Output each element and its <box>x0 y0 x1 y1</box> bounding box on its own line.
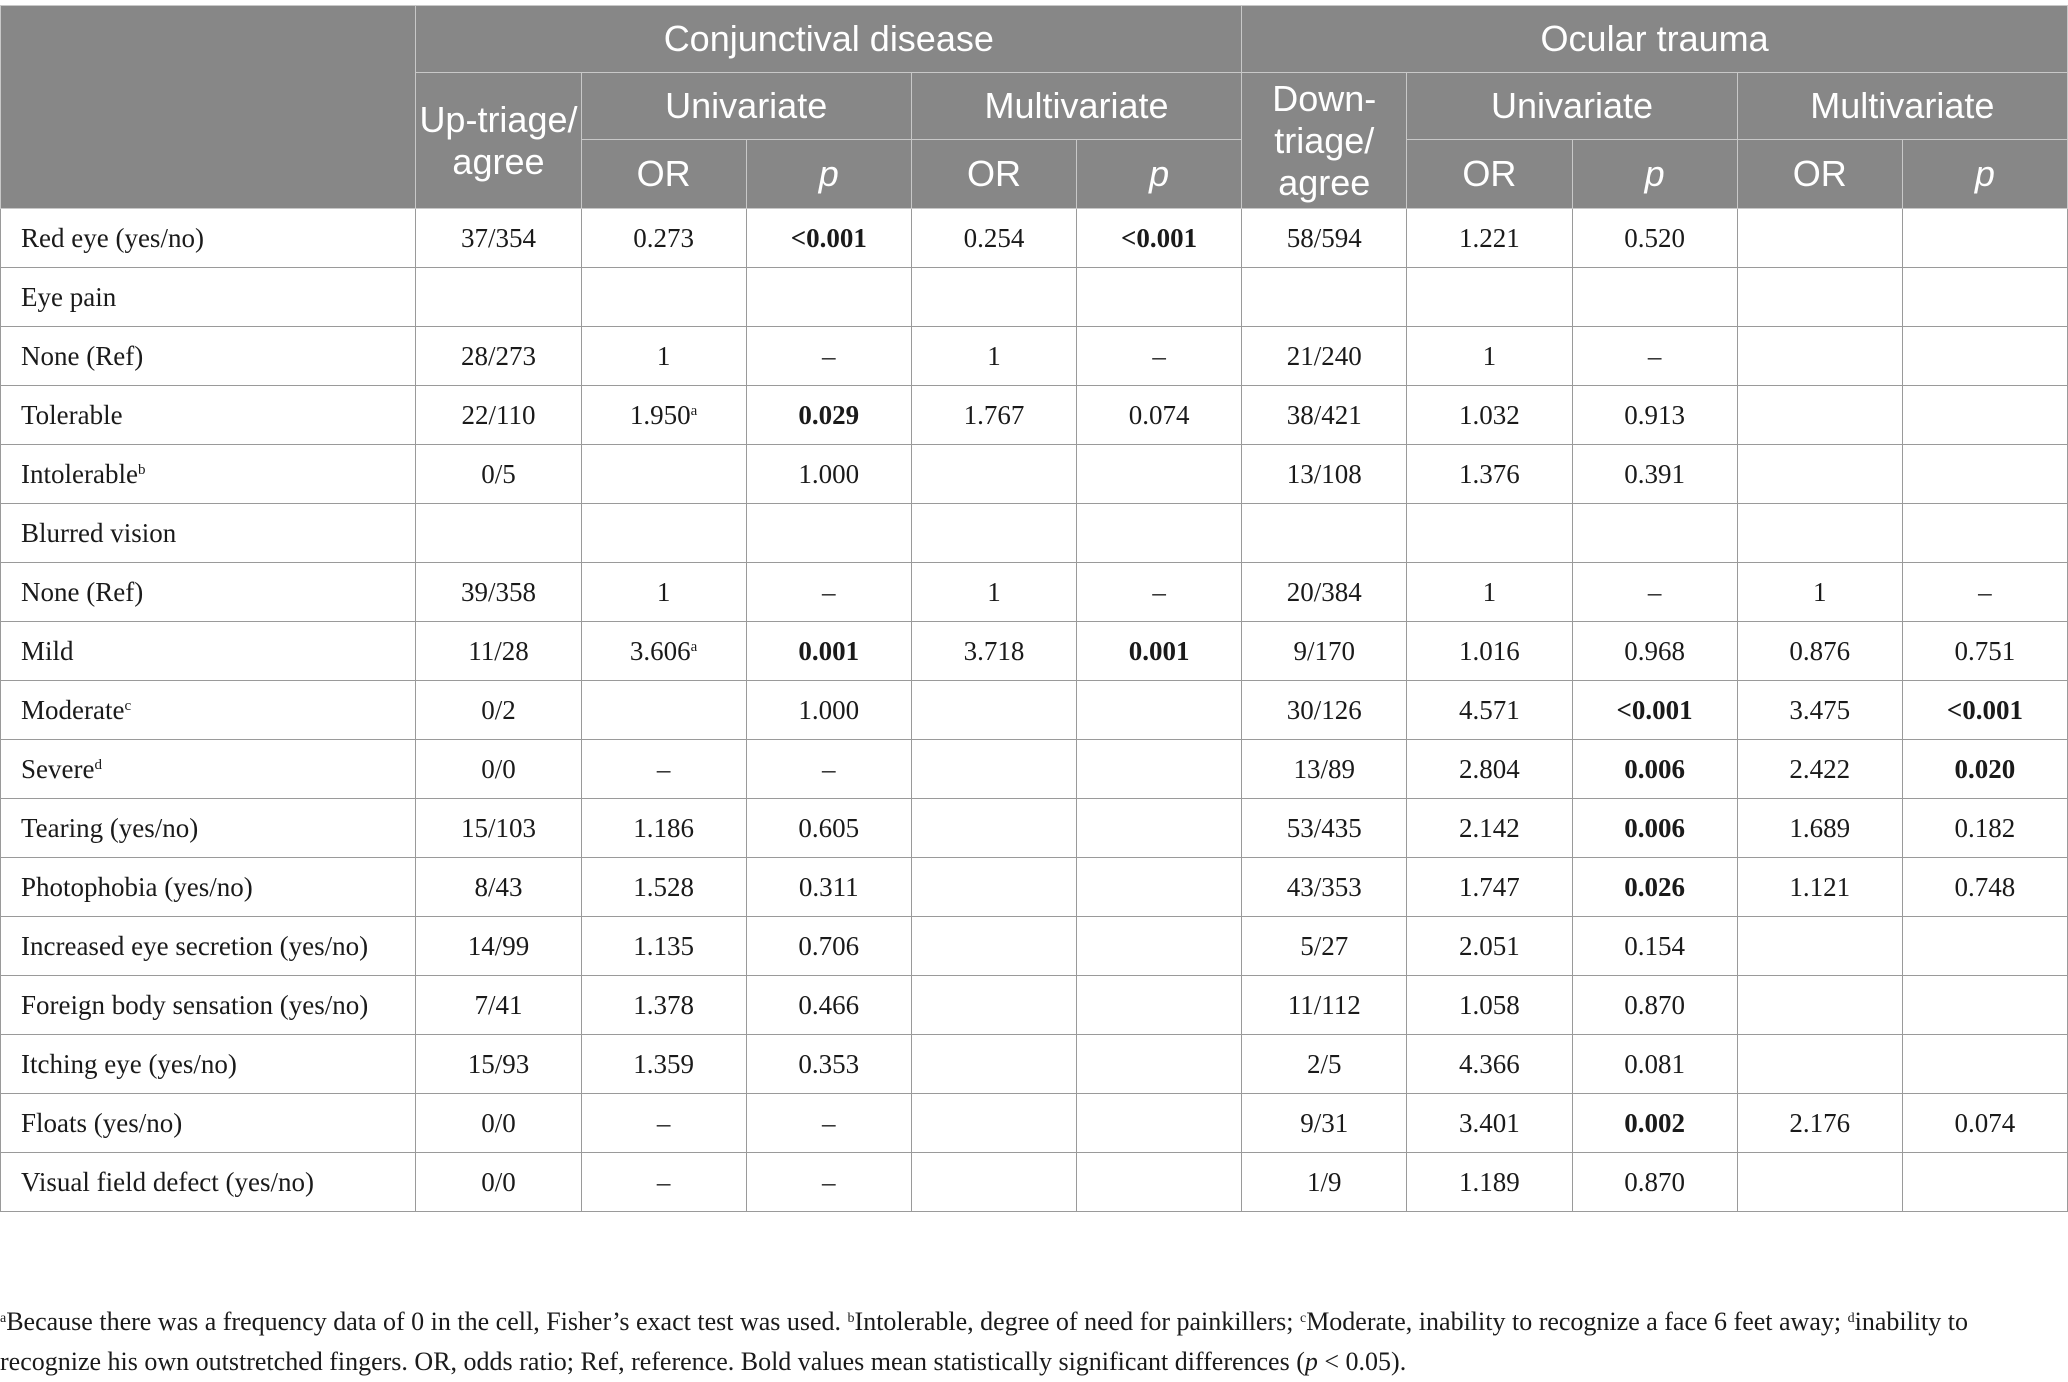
footnote-p-symbol: p <box>1304 1347 1318 1376</box>
table-cell: 0/0 <box>416 740 581 799</box>
row-label: Tearing (yes/no) <box>1 799 416 858</box>
table-row <box>1 622 2068 681</box>
table-cell: 0.254 <box>911 209 1076 268</box>
table-cell <box>1902 268 2067 327</box>
table-cell: 0.748 <box>1902 858 2067 917</box>
table-cell: – <box>746 327 911 386</box>
table-cell: 5/27 <box>1242 917 1407 976</box>
table-cell: 0.466 <box>746 976 911 1035</box>
table-cell: 0.391 <box>1572 445 1737 504</box>
table-cell: 8/43 <box>416 858 581 917</box>
table-cell: 2.051 <box>1407 917 1572 976</box>
table-cell: 13/89 <box>1242 740 1407 799</box>
header-g1-multi-or: OR <box>911 140 1076 209</box>
table-row <box>1 681 2068 740</box>
table-cell: 0.006 <box>1572 740 1737 799</box>
table-cell: 15/103 <box>416 799 581 858</box>
table-row <box>1 327 2068 386</box>
table-cell: 7/41 <box>416 976 581 1035</box>
table-cell: 1.058 <box>1407 976 1572 1035</box>
table-row <box>1 917 2068 976</box>
table-cell: – <box>746 563 911 622</box>
table-cell: – <box>1572 563 1737 622</box>
table-cell <box>1737 445 1902 504</box>
table-cell <box>1737 1035 1902 1094</box>
table-cell: – <box>1077 563 1242 622</box>
footnote-c-marker: c <box>1299 1311 1307 1326</box>
table-cell: 1.135 <box>581 917 746 976</box>
table-cell <box>1077 917 1242 976</box>
table-cell: 1.747 <box>1407 858 1572 917</box>
table-cell: 0/0 <box>416 1094 581 1153</box>
footnote-marker: c <box>124 697 132 714</box>
table-cell <box>1737 327 1902 386</box>
table-cell <box>911 858 1076 917</box>
table-cell: 0.968 <box>1572 622 1737 681</box>
table-cell: 15/93 <box>416 1035 581 1094</box>
table-cell: 20/384 <box>1242 563 1407 622</box>
table-cell <box>1077 1153 1242 1212</box>
footnote-d-text: inability to recognize his own outstretched fingers. OR, odds ratio; Ref, reference. Bold values mean statistically significant differences ( <box>0 1307 1968 1376</box>
table-cell: 0.001 <box>1077 622 1242 681</box>
table-cell: – <box>1077 327 1242 386</box>
table-cell: 2/5 <box>1242 1035 1407 1094</box>
table-cell <box>1737 268 1902 327</box>
table-cell <box>1902 209 2067 268</box>
table-row <box>1 386 2068 445</box>
table-cell: 1.221 <box>1407 209 1572 268</box>
table-cell <box>581 681 746 740</box>
table-cell <box>1572 504 1737 563</box>
table-cell: <0.001 <box>1572 681 1737 740</box>
table-row <box>1 1094 2068 1153</box>
table-cell: 0.029 <box>746 386 911 445</box>
table-cell: 1.689 <box>1737 799 1902 858</box>
footnote-b-marker: b <box>847 1311 855 1326</box>
table-cell <box>911 1035 1076 1094</box>
row-label: None (Ref) <box>1 327 416 386</box>
table-cell: – <box>581 1094 746 1153</box>
table-cell: 1.016 <box>1407 622 1572 681</box>
table-cell <box>911 681 1076 740</box>
table-cell: 0.074 <box>1077 386 1242 445</box>
table-cell <box>1407 504 1572 563</box>
table-cell <box>911 917 1076 976</box>
table-cell: – <box>746 1153 911 1212</box>
table-row <box>1 976 2068 1035</box>
footnote-a-text: Because there was a frequency data of 0 in the cell, Fisher’s exact test was used. <box>6 1307 848 1336</box>
header-g1-multi-p: p <box>1077 140 1242 209</box>
table-cell <box>746 504 911 563</box>
table-cell <box>1737 504 1902 563</box>
table-cell: 0.311 <box>746 858 911 917</box>
footnote-a-marker: a <box>0 1311 7 1326</box>
header-g2-uni-or: OR <box>1407 140 1572 209</box>
table-cell <box>1737 976 1902 1035</box>
table-cell <box>911 740 1076 799</box>
table-cell: 0.876 <box>1737 622 1902 681</box>
table-cell <box>1077 740 1242 799</box>
row-label: Increased eye secretion (yes/no) <box>1 917 416 976</box>
header-g2-uni-p: p <box>1572 140 1737 209</box>
table-cell: 1 <box>581 327 746 386</box>
table-cell: 1.032 <box>1407 386 1572 445</box>
table-cell <box>1902 386 2067 445</box>
table-cell: 0.002 <box>1572 1094 1737 1153</box>
table-cell: – <box>581 740 746 799</box>
table-cell <box>581 268 746 327</box>
table-cell: 0.154 <box>1572 917 1737 976</box>
footnote-c-text: Moderate, inability to recognize a face 6 feet away; <box>1306 1307 1848 1336</box>
table-cell: 1 <box>911 327 1076 386</box>
table-cell: 1.950$^a$ <box>581 386 746 445</box>
row-label: Photophobia (yes/no) <box>1 858 416 917</box>
table-row <box>1 1153 2068 1212</box>
table-cell: 22/110 <box>416 386 581 445</box>
table-row <box>1 268 2068 327</box>
table-cell: 1.189 <box>1407 1153 1572 1212</box>
header-g1-uni-or: OR <box>581 140 746 209</box>
header-g2-multi-or: OR <box>1737 140 1902 209</box>
footnote-b-text: Intolerable, degree of need for painkillers; <box>854 1307 1300 1336</box>
table-cell: 0.081 <box>1572 1035 1737 1094</box>
header-corner <box>1 6 416 209</box>
table-cell: 11/112 <box>1242 976 1407 1035</box>
table-cell: 0.001 <box>746 622 911 681</box>
row-label: Eye pain <box>1 268 416 327</box>
table-cell: 14/99 <box>416 917 581 976</box>
table-cell: 1.378 <box>581 976 746 1035</box>
footnote-end-text: < 0.05). <box>1317 1347 1407 1376</box>
table-cell <box>1077 799 1242 858</box>
row-label: None (Ref) <box>1 563 416 622</box>
table-cell: 4.366 <box>1407 1035 1572 1094</box>
table-cell: 1.186 <box>581 799 746 858</box>
row-label: Blurred vision <box>1 504 416 563</box>
table-cell: 38/421 <box>1242 386 1407 445</box>
table-cell: 58/594 <box>1242 209 1407 268</box>
results-table <box>0 5 2068 1212</box>
header-down-triage-agree: Down-triage/ agree <box>1242 73 1407 209</box>
table-cell <box>1077 1094 1242 1153</box>
table-cell <box>1407 268 1572 327</box>
header-conjunctival-disease: Conjunctival disease <box>416 6 1242 73</box>
table-cell: 0.182 <box>1902 799 2067 858</box>
table-cell: <0.001 <box>1902 681 2067 740</box>
table-cell <box>416 268 581 327</box>
footnote-marker: d <box>94 756 102 773</box>
table-cell: – <box>746 740 911 799</box>
footnote-marker: a <box>690 638 698 655</box>
table-cell: 3.606$^a$ <box>581 622 746 681</box>
footnote-marker: a <box>690 402 698 419</box>
row-label: Foreign body sensation (yes/no) <box>1 976 416 1035</box>
table-cell: – <box>1902 563 2067 622</box>
table-cell <box>1902 917 2067 976</box>
table-cell: 1/9 <box>1242 1153 1407 1212</box>
table-cell <box>1077 1035 1242 1094</box>
table-cell: 2.142 <box>1407 799 1572 858</box>
table-cell: 0.520 <box>1572 209 1737 268</box>
table-cell: 0.020 <box>1902 740 2067 799</box>
table-cell: 0.353 <box>746 1035 911 1094</box>
table-cell <box>911 1094 1076 1153</box>
table-cell: 0/0 <box>416 1153 581 1212</box>
table-cell <box>911 504 1076 563</box>
table-cell: 39/358 <box>416 563 581 622</box>
table-cell <box>1077 445 1242 504</box>
table-cell: 4.571 <box>1407 681 1572 740</box>
table-cell <box>1902 327 2067 386</box>
table-cell: 30/126 <box>1242 681 1407 740</box>
table-cell <box>1902 504 2067 563</box>
table-cell: 13/108 <box>1242 445 1407 504</box>
table-cell: 1.767 <box>911 386 1076 445</box>
table-cell: 0.870 <box>1572 1153 1737 1212</box>
table-cell: 1.376 <box>1407 445 1572 504</box>
table-cell: 43/353 <box>1242 858 1407 917</box>
table-cell: 28/273 <box>416 327 581 386</box>
row-label: Visual field defect (yes/no) <box>1 1153 416 1212</box>
table-cell <box>1077 504 1242 563</box>
table-cell <box>911 445 1076 504</box>
table-cell <box>911 976 1076 1035</box>
table-row <box>1 740 2068 799</box>
table-cell: 3.718 <box>911 622 1076 681</box>
row-label: Intolerable$^b$ <box>1 445 416 504</box>
table-row <box>1 563 2068 622</box>
row-label: Moderate$^c$ <box>1 681 416 740</box>
table-cell: 53/435 <box>1242 799 1407 858</box>
table-cell <box>416 504 581 563</box>
table-cell: 2.176 <box>1737 1094 1902 1153</box>
table-row <box>1 799 2068 858</box>
header-g2-multi-p: p <box>1902 140 2067 209</box>
table-cell: 0.706 <box>746 917 911 976</box>
table-cell <box>1737 1153 1902 1212</box>
table-cell <box>1902 976 2067 1035</box>
table-cell: 21/240 <box>1242 327 1407 386</box>
table-footnote <box>0 1302 2060 1382</box>
table-cell: 0.913 <box>1572 386 1737 445</box>
table-cell <box>1902 1035 2067 1094</box>
table-cell <box>1737 209 1902 268</box>
table-cell: 9/170 <box>1242 622 1407 681</box>
table-cell: 3.475 <box>1737 681 1902 740</box>
table-row <box>1 1035 2068 1094</box>
table-cell: – <box>1572 327 1737 386</box>
table-cell: 1.528 <box>581 858 746 917</box>
header-g1-multivariate: Multivariate <box>911 73 1241 140</box>
row-label: Itching eye (yes/no) <box>1 1035 416 1094</box>
table-cell <box>1242 504 1407 563</box>
table-cell: 1 <box>1737 563 1902 622</box>
table-cell <box>1242 268 1407 327</box>
table-cell: 1 <box>911 563 1076 622</box>
table-cell: – <box>581 1153 746 1212</box>
row-label: Mild <box>1 622 416 681</box>
table-cell <box>1572 268 1737 327</box>
table-cell: 0.273 <box>581 209 746 268</box>
table-cell <box>746 268 911 327</box>
table-cell: 2.422 <box>1737 740 1902 799</box>
header-g1-uni-p: p <box>746 140 911 209</box>
table-cell <box>1737 386 1902 445</box>
table-cell: 0.006 <box>1572 799 1737 858</box>
table-cell: 0/2 <box>416 681 581 740</box>
table-cell: 1 <box>1407 327 1572 386</box>
table-cell <box>911 799 1076 858</box>
table-cell: 0.751 <box>1902 622 2067 681</box>
table-cell <box>581 504 746 563</box>
table-cell: <0.001 <box>1077 209 1242 268</box>
table-cell <box>1737 917 1902 976</box>
table-cell: 11/28 <box>416 622 581 681</box>
table-body <box>1 209 2068 1212</box>
table-row <box>1 858 2068 917</box>
table-cell <box>1077 268 1242 327</box>
table-row <box>1 209 2068 268</box>
table-cell: 1.121 <box>1737 858 1902 917</box>
table-cell <box>1077 681 1242 740</box>
header-ocular-trauma: Ocular trauma <box>1242 6 2068 73</box>
table-cell: 1.000 <box>746 445 911 504</box>
table-cell: 1 <box>581 563 746 622</box>
table-header <box>1 6 2068 209</box>
table-cell: 1.000 <box>746 681 911 740</box>
table-cell: 9/31 <box>1242 1094 1407 1153</box>
table-cell: <0.001 <box>746 209 911 268</box>
footnote-d-marker: d <box>1847 1311 1855 1326</box>
table-cell: 0.026 <box>1572 858 1737 917</box>
table-row <box>1 504 2068 563</box>
table-cell <box>1902 445 2067 504</box>
header-g2-univariate: Univariate <box>1407 73 1737 140</box>
header-up-triage-agree: Up-triage/ agree <box>416 73 581 209</box>
table-cell: – <box>746 1094 911 1153</box>
table-cell <box>1902 1153 2067 1212</box>
table-cell <box>1077 858 1242 917</box>
header-g1-univariate: Univariate <box>581 73 911 140</box>
table-cell: 1.359 <box>581 1035 746 1094</box>
table-cell <box>1077 976 1242 1035</box>
row-label: Floats (yes/no) <box>1 1094 416 1153</box>
table-cell: 2.804 <box>1407 740 1572 799</box>
table-cell: 0.870 <box>1572 976 1737 1035</box>
table-cell: 37/354 <box>416 209 581 268</box>
table-cell: 0.074 <box>1902 1094 2067 1153</box>
table-cell: 3.401 <box>1407 1094 1572 1153</box>
table-cell <box>581 445 746 504</box>
header-g2-multivariate: Multivariate <box>1737 73 2067 140</box>
row-label: Red eye (yes/no) <box>1 209 416 268</box>
table-cell: 0/5 <box>416 445 581 504</box>
table-cell: 1 <box>1407 563 1572 622</box>
row-label: Severe$^d$ <box>1 740 416 799</box>
table-cell <box>911 268 1076 327</box>
row-label: Tolerable <box>1 386 416 445</box>
table-row <box>1 445 2068 504</box>
table-cell <box>911 1153 1076 1212</box>
footnote-marker: b <box>137 461 146 478</box>
table-cell: 0.605 <box>746 799 911 858</box>
